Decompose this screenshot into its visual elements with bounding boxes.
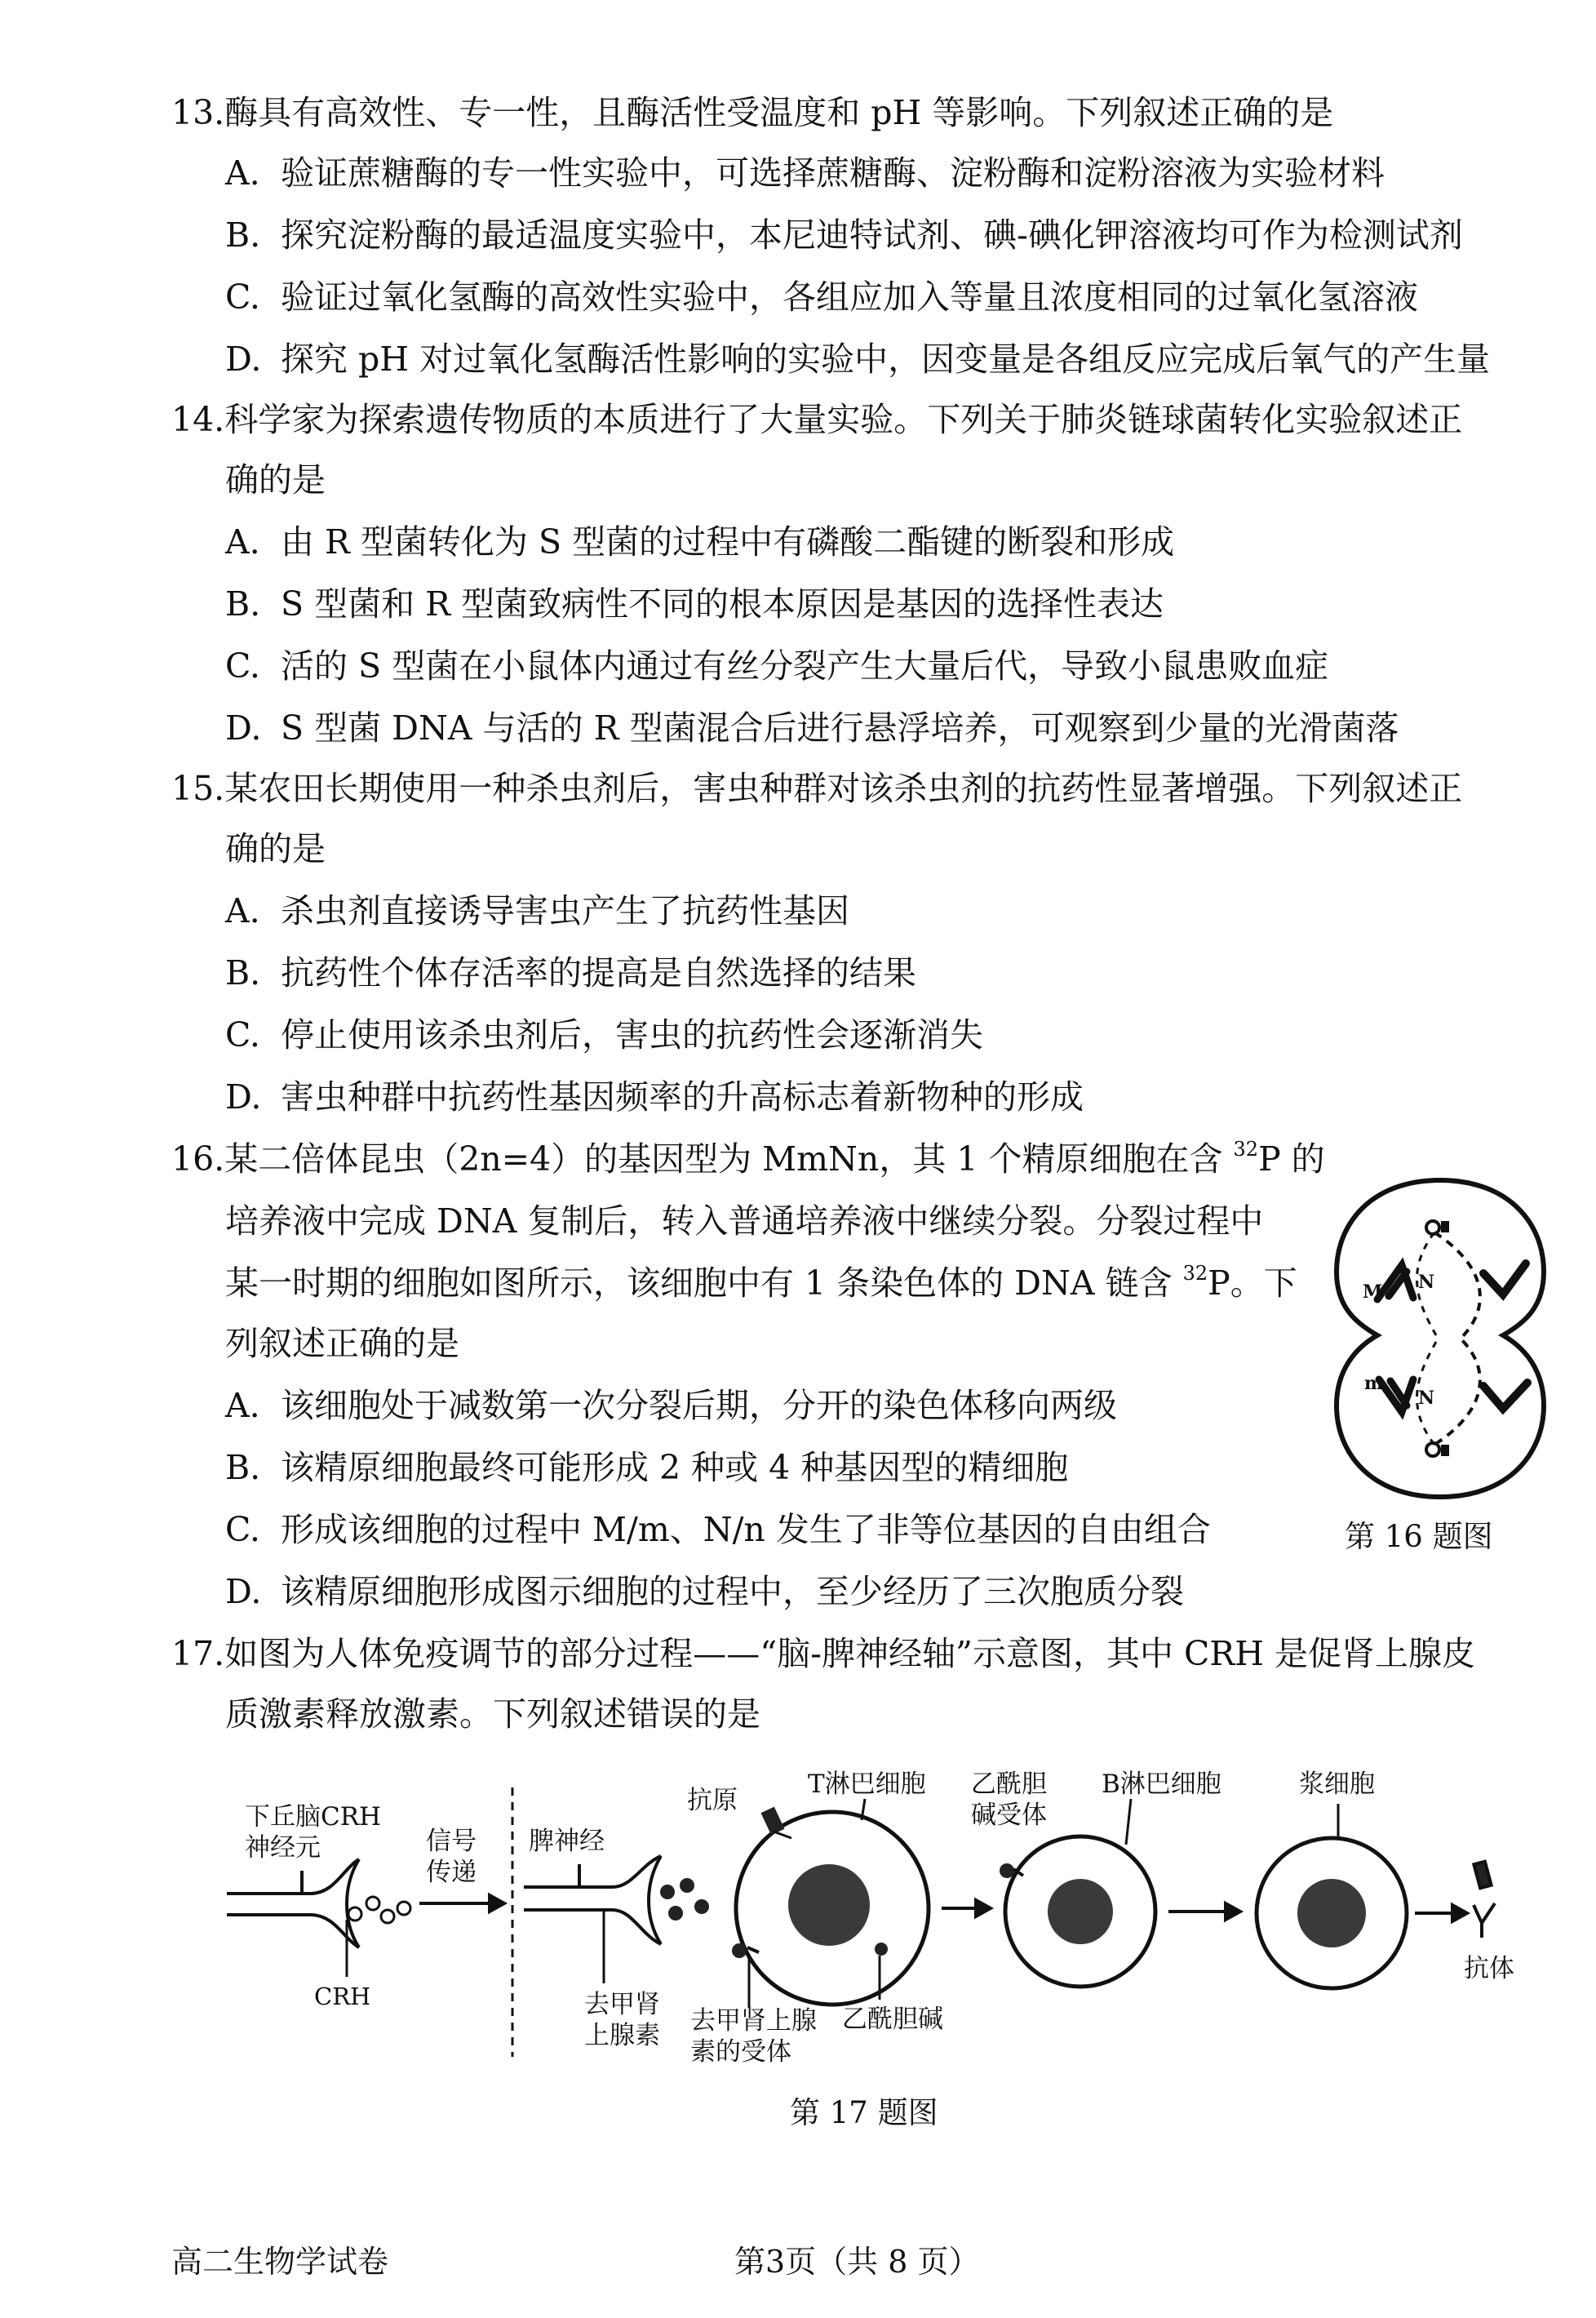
chromosome-bottom-left — [1379, 1379, 1413, 1412]
option-14-a: A. 由 R 型菌转化为 S 型菌的过程中有磷酸二酯键的断裂和形成 — [225, 522, 1175, 562]
acetylcholine-label: 乙酰胆碱 — [842, 2005, 943, 2034]
question-17-stem-cont: 质激素释放激素。下列叙述错误的是 — [225, 1694, 760, 1734]
t-lymphocyte — [736, 1812, 929, 2005]
question-16-stem-line2: 培养液中完成 DNA 复制后，转入普通培养液中继续分裂。分裂过程中 — [225, 1201, 1264, 1241]
option-16-b: B. 该精原细胞最终可能形成 2 种或 4 种基因型的精细胞 — [225, 1448, 1069, 1487]
plasma-cell-label: 浆细胞 — [1299, 1770, 1375, 1799]
arrow-to-antibody — [1415, 1905, 1467, 1921]
question-16-stem-line4: 列叙述正确的是 — [225, 1324, 459, 1363]
option-13-b: B. 探究淀粉酶的最适温度实验中，本尼迪特试剂、碘-碘化钾溶液均可作为检测试剂 — [225, 215, 1463, 255]
option-16-d: D. 该精原细胞形成图示细胞的过程中，至少经历了三次胞质分裂 — [225, 1572, 1184, 1611]
gene-label-M: M — [1363, 1281, 1383, 1303]
option-15-b: B. 抗药性个体存活率的提高是自然选择的结果 — [225, 953, 916, 992]
ach-receptor-label-2: 碱受体 — [971, 1801, 1047, 1830]
antigen-label: 抗原 — [687, 1786, 738, 1815]
signal-arrow — [419, 1895, 504, 1912]
receptor-label-2: 素的受体 — [690, 2037, 791, 2067]
antibody-label: 抗体 — [1464, 1954, 1514, 1983]
question-15-stem-cont: 确的是 — [225, 829, 326, 868]
footer-subject: 高二生物学试卷 — [171, 2244, 389, 2280]
question-13-stem: 13.酶具有高效性、专一性，且酶活性受温度和 pH 等影响。下列叙述正确的是 — [171, 93, 1334, 132]
receptor-label-1: 去甲肾上腺 — [690, 2006, 817, 2036]
ach-receptor-label-1: 乙酰胆 — [971, 1770, 1047, 1799]
t-cell-label: T淋巴细胞 — [808, 1770, 926, 1799]
option-16-c: C. 形成该细胞的过程中 M/m、N/n 发生了非等位基因的自由组合 — [225, 1510, 1211, 1549]
centrosome-top — [1426, 1221, 1449, 1234]
option-13-d: D. 探究 pH 对过氧化氢酶活性影响的实验中，因变量是各组反应完成后氧气的产生量 — [225, 340, 1491, 379]
b-lymphocyte — [1005, 1836, 1155, 1987]
norepinephrine-granules — [660, 1878, 709, 1921]
arrow-t-to-b — [942, 1900, 991, 1916]
option-13-c: C. 验证过氧化氢酶的高效性实验中，各组应加入等量且浓度相同的过氧化氢溶液 — [225, 278, 1418, 317]
gene-label-N-bottom: N — [1418, 1388, 1435, 1409]
hypothalamus-label-2: 神经元 — [245, 1833, 321, 1863]
figure-16-caption: 第 16 题图 — [1345, 1519, 1493, 1554]
option-14-d: D. S 型菌 DNA 与活的 R 型菌混合后进行悬浮培养，可观察到少量的光滑菌落 — [225, 708, 1399, 748]
footer-page-number: 第3页（共 8 页） — [734, 2244, 980, 2280]
option-13-a: A. 验证蔗糖酶的专一性实验中，可选择蔗糖酶、淀粉酶和淀粉溶液为实验材料 — [225, 153, 1385, 193]
question-16-stem-line3: 某一时期的细胞如图所示，该细胞中有 1 条染色体的 DNA 链含 $^{32}$P。下 — [225, 1262, 1297, 1303]
centrosome-bottom — [1426, 1443, 1449, 1456]
chromosome-bottom-right — [1483, 1383, 1527, 1409]
spindle-fibers — [1434, 1232, 1480, 1445]
antibody-shape — [1474, 1862, 1495, 1938]
question-14-stem-cont: 确的是 — [225, 460, 326, 500]
option-15-a: A. 杀虫剂直接诱导害虫产生了抗药性基因 — [225, 891, 849, 930]
b-cell-label: B淋巴细胞 — [1102, 1770, 1221, 1799]
question-number: 17. — [171, 1634, 225, 1673]
question-number: 13. — [171, 93, 225, 132]
question-17-stem: 17.如图为人体免疫调节的部分过程——“脑-脾神经轴”示意图，其中 CRH 是促肾上腺皮 — [171, 1634, 1476, 1673]
question-15-stem: 15.某农田长期使用一种杀虫剂后，害虫种群对该杀虫剂的抗药性显著增强。下列叙述正 — [171, 769, 1463, 808]
chromosome-top-right — [1483, 1263, 1526, 1294]
plasma-cell — [1257, 1838, 1407, 1988]
norepinephrine-label-1: 去甲肾 — [584, 1990, 660, 2019]
option-14-c: C. 活的 S 型菌在小鼠体内通过有丝分裂产生大量后代，导致小鼠患败血症 — [225, 646, 1329, 686]
brain-spleen-axis-figure — [220, 1763, 1558, 2089]
question-14-stem: 14.科学家为探索遗传物质的本质进行了大量实验。下列关于肺炎链球菌转化实验叙述正 — [171, 400, 1463, 439]
acetylcholine-dot — [875, 1943, 888, 1956]
option-14-b: B. S 型菌和 R 型菌致病性不同的根本原因是基因的选择性表达 — [225, 584, 1164, 624]
question-number: 15. — [171, 769, 225, 808]
crh-vesicles — [348, 1897, 410, 1923]
norepinephrine-label-2: 上腺素 — [584, 2021, 660, 2050]
crh-neuron — [227, 1859, 359, 1947]
question-16-stem: 16.某二倍体昆虫（2n=4）的基因型为 MmNn，其 1 个精原细胞在含 $^{32}$P 的 — [171, 1138, 1325, 1179]
option-15-c: C. 停止使用该杀虫剂后，害虫的抗药性会逐渐消失 — [225, 1015, 983, 1055]
gene-label-m: m — [1364, 1373, 1384, 1394]
spleen-nerve — [524, 1856, 661, 1944]
figure-17-caption: 第 17 题图 — [790, 2095, 938, 2130]
gene-label-N-top: N — [1418, 1272, 1435, 1293]
option-15-d: D. 害虫种群中抗药性基因频率的升高标志着新物种的形成 — [225, 1077, 1084, 1117]
chromosome-top-left — [1377, 1265, 1413, 1299]
spleen-nerve-label: 脾神经 — [529, 1827, 605, 1856]
signal-label-2: 传递 — [426, 1858, 477, 1887]
cell-division-figure — [1322, 1175, 1558, 1502]
crh-label: CRH — [314, 1983, 371, 2010]
antigen-shape — [761, 1807, 785, 1836]
signal-label-1: 信号 — [426, 1827, 477, 1856]
question-number: 16. — [171, 1139, 225, 1179]
arrow-b-to-plasma — [1168, 1903, 1240, 1920]
hypothalamus-label-1: 下丘脑CRH — [245, 1802, 382, 1832]
option-16-a: A. 该细胞处于减数第一次分裂后期，分开的染色体移向两级 — [225, 1386, 1117, 1425]
question-number: 14. — [171, 400, 225, 439]
